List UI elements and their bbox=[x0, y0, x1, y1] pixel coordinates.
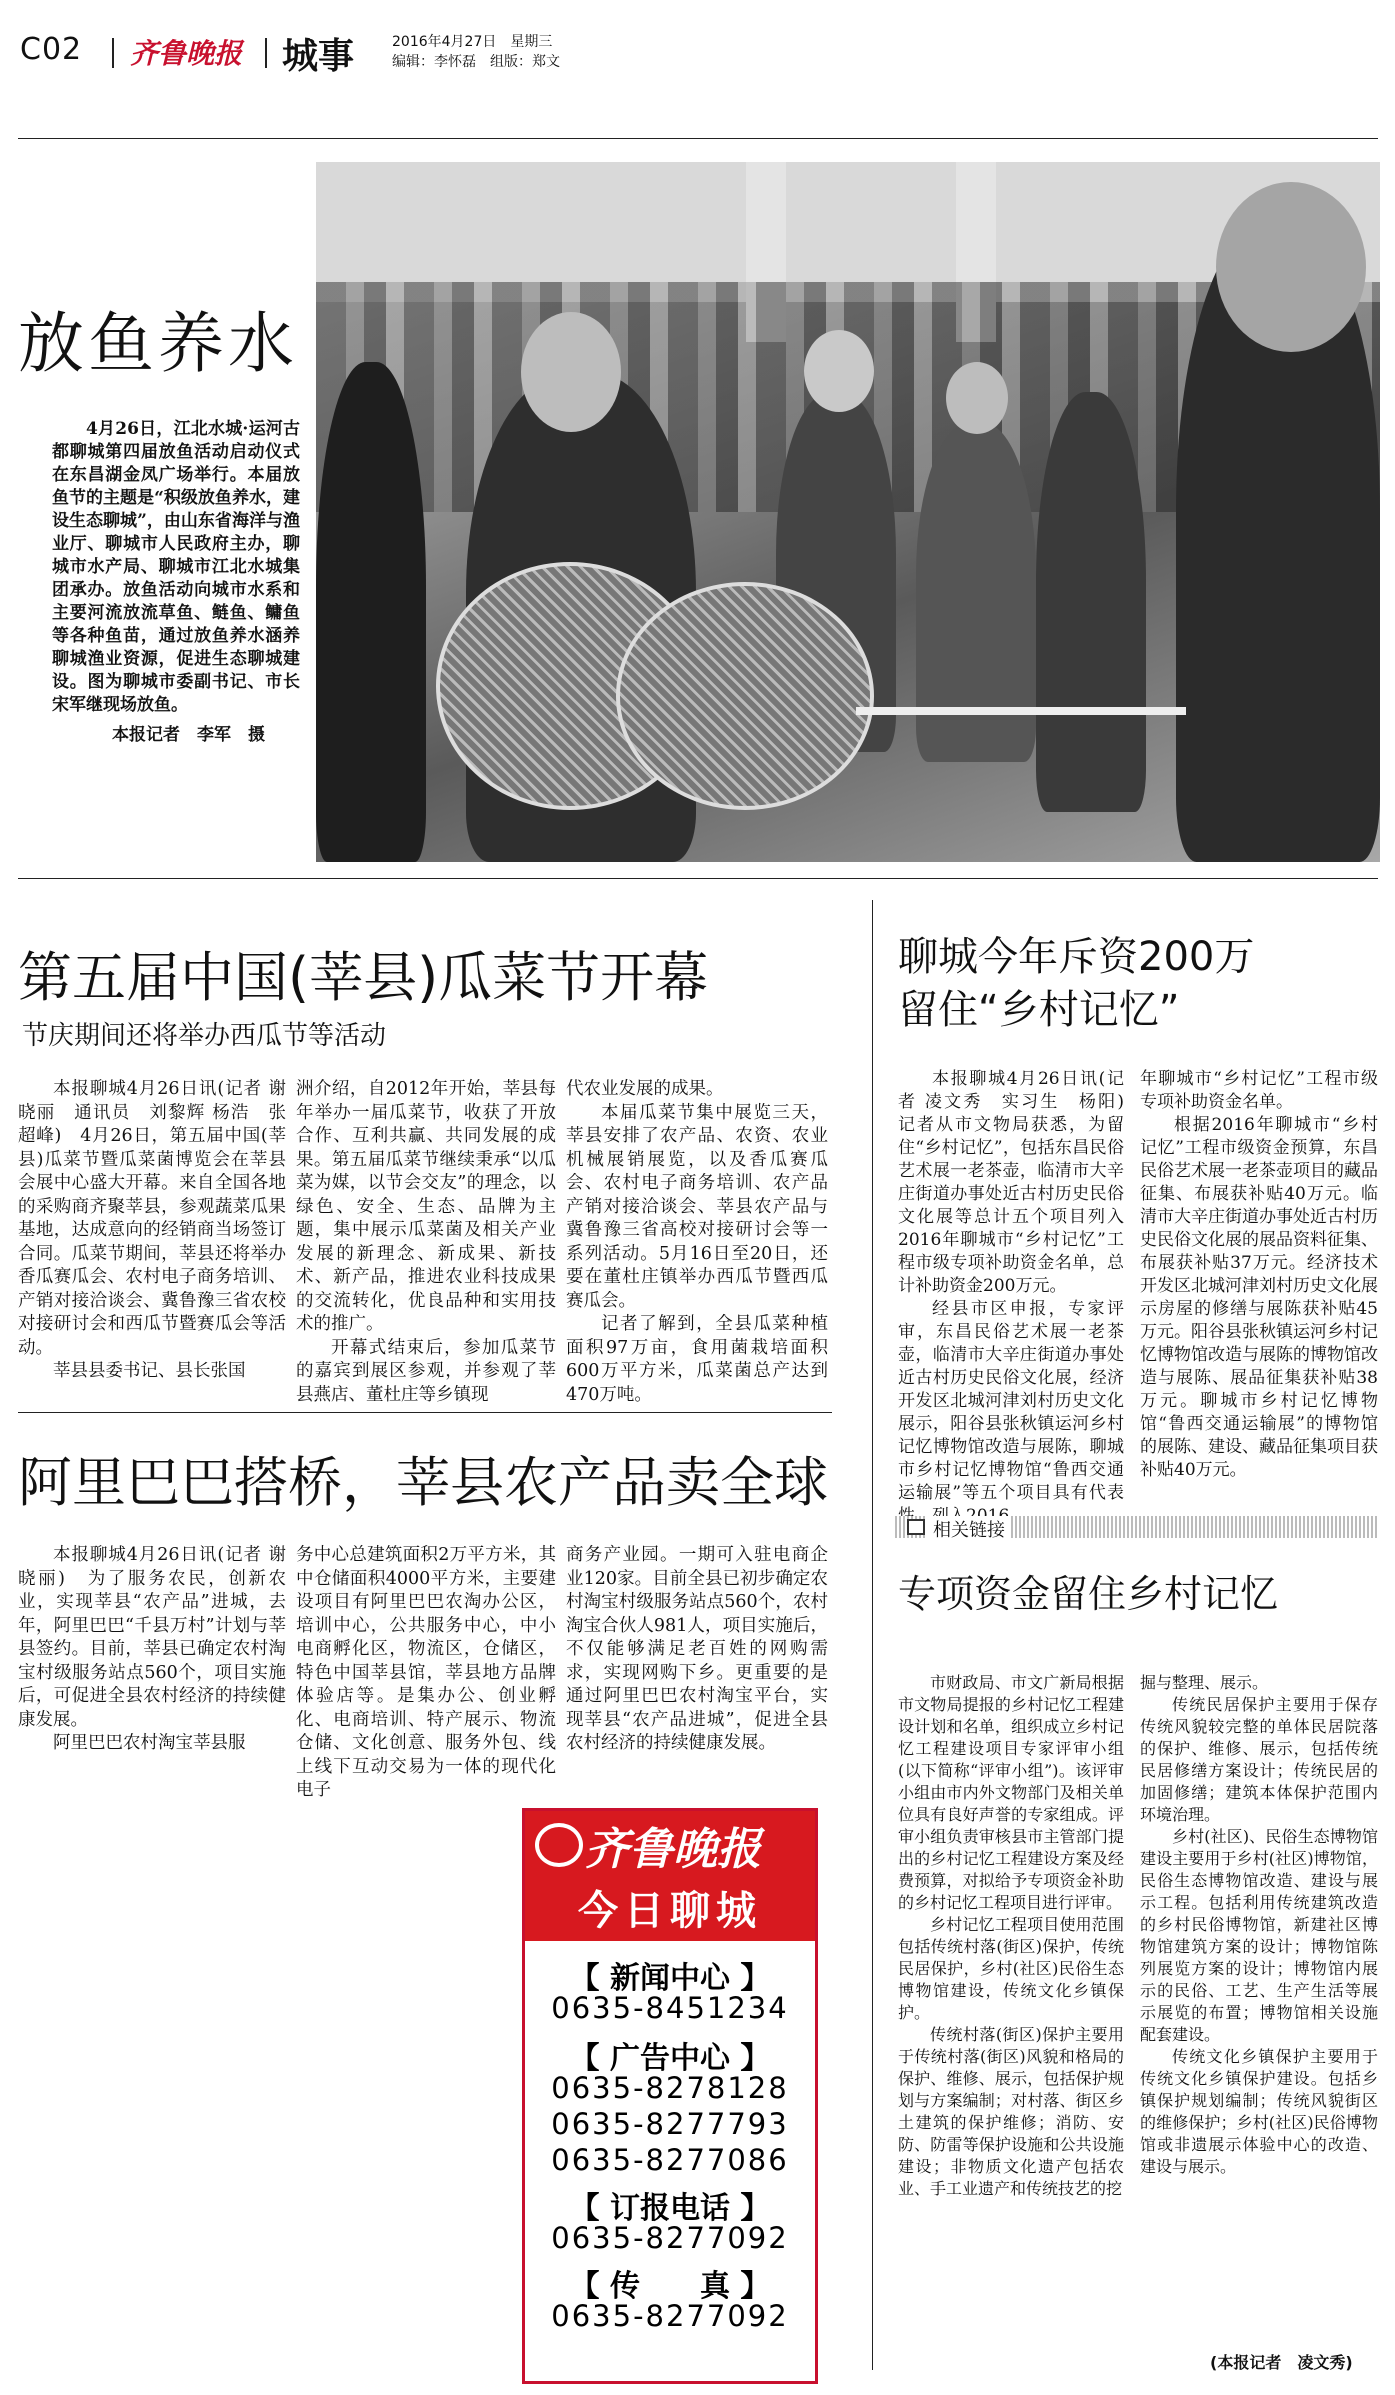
alibaba-text: 阿里巴巴农村淘宝莘县服 bbox=[53, 1733, 246, 1753]
melon-article-subtitle: 节庆期间还将举办西瓜节等活动 bbox=[22, 1021, 387, 1051]
ad-title: 今日聊城 bbox=[578, 1888, 762, 1934]
ad-advert-heading: 【 广告中心 】 bbox=[569, 2041, 771, 2076]
divider bbox=[112, 38, 114, 68]
ad-fax-number: 0635-8277092 bbox=[551, 2299, 789, 2333]
alibaba-text: 商务产业园。一期可入驻电商企业120家。目前全县已初步确定农村淘宝村级服务站点560个，农村淘宝合伙人981人，项目实施后，不仅能够满足老百姓的网购需求，实现网购下乡。更重要的是通过阿里巴巴农村淘宝平台，实现莘县“农产品进城”，促进全县农村经济的持续健康发展。 bbox=[566, 1545, 828, 1753]
alibaba-article-title: 阿里巴巴搭桥，莘县农产品卖全球 bbox=[18, 1451, 828, 1514]
memory-title-line-1: 聊城今年斥资200万 bbox=[898, 934, 1255, 980]
related-col-2 bbox=[1140, 1672, 1378, 2352]
issue-date: 2016年4月27日 星期三 bbox=[392, 34, 553, 50]
photo-head bbox=[946, 362, 1008, 434]
ad-advert-phone: 0635-8278128 bbox=[551, 2071, 789, 2105]
photo-head bbox=[804, 330, 874, 412]
related-col-1 bbox=[898, 1672, 1124, 2372]
memory-col-2 bbox=[1140, 1068, 1378, 1508]
ad-header bbox=[525, 1811, 815, 1941]
alibaba-text: 本报聊城4月26日讯(记者 谢晓丽) 为了服务农民，创新农业，实现莘县“农产品”进城，去年，阿里巴巴“千县万村”计划与莘县签约。目前，莘县已确定农村淘宝村级服务站点560个，项目实施后，可促进全县农村经济的持续健康发展。 bbox=[18, 1545, 286, 1730]
related-text: 传统文化乡镇保护主要用于传统文化乡镇保护建设。包括乡镇保护规划编制；传统风貌街区的维修保护；乡村(社区)民俗博物馆或非遗展示体验中心的改造、建设与展示。 bbox=[1140, 2047, 1378, 2176]
ad-box bbox=[522, 1808, 818, 2384]
melon-rule bbox=[18, 1412, 832, 1413]
ad-subscribe-phone: 0635-8277092 bbox=[551, 2221, 789, 2255]
related-link-bar bbox=[895, 1516, 1379, 1541]
ad-news-heading: 【 新闻中心 】 bbox=[569, 1961, 771, 1996]
related-text: 传统民居保护主要用于保存传统风貌较完整的单体民居院落的保护、维修、展示，包括传统民居修缮方案设计；传统民居的加固修缮；建筑本体保护范围内环境治理。 bbox=[1140, 1695, 1378, 1824]
ad-advert-phone: 0635-8277793 bbox=[551, 2107, 789, 2141]
photo-person bbox=[1036, 392, 1146, 812]
photo-person bbox=[316, 362, 426, 862]
ad-subscribe-heading: 【 订报电话 】 bbox=[569, 2191, 771, 2226]
column-divider bbox=[872, 900, 873, 2370]
memory-title-line-2: 留住“乡村记忆” bbox=[898, 987, 1180, 1033]
melon-col-1 bbox=[18, 1078, 286, 1408]
related-text: 掘与整理、展示。 bbox=[1140, 1673, 1269, 1692]
melon-col-3 bbox=[566, 1078, 828, 1408]
melon-text: 本届瓜菜节集中展览三天，莘县安排了农产品、农资、农业机械展销展览，以及香瓜赛瓜会、农村电子商务培训、农产品产销对接洽谈会、莘县农产品与冀鲁豫三省高校对接研讨会等一系列活动。5月16日至20日，还要在董杜庄镇举办西瓜节暨西瓜赛瓜会。 bbox=[566, 1102, 828, 1311]
photo-byline: 本报记者 李军 摄 bbox=[112, 725, 265, 745]
related-text: 传统村落(街区)保护主要用于传统村落(街区)风貌和格局的保护、维修、展示，包括保护规划与方案编制；对村落、街区乡土建筑的保护维修；消防、安防、防雷等保护设施和公共设施建设；非物质文化遗产包括农业、手工业遗产和传统技艺的挖 bbox=[898, 2025, 1124, 2198]
memory-text: 年聊城市“乡村记忆”工程市级专项补助资金名单。 bbox=[1140, 1069, 1378, 1112]
melon-text: 本报聊城4月26日讯(记者 谢晓丽 通讯员 刘黎辉 杨浩 张超峰) 4月26日，第五届中国(莘县)瓜菜节暨瓜菜菌博览会在莘县会展中心盛大开幕。来自全国各地的采购商齐聚莘县，参观蔬菜瓜果基地，达成意向的经销商当场签订合同。瓜菜节期间，莘县还将举办香瓜赛瓜会、农村电子商务培训、产销对接洽谈会、冀鲁豫三省农校对接研讨会和西瓜节暨赛瓜会等活动。 bbox=[18, 1079, 286, 1358]
section-title: 城事 bbox=[282, 36, 355, 77]
masthead bbox=[20, 28, 1380, 78]
ad-news-phone: 0635-8451234 bbox=[551, 1991, 789, 2025]
photo-story-caption bbox=[52, 418, 300, 718]
melon-col-2 bbox=[296, 1078, 556, 1408]
related-link-icon bbox=[907, 1519, 925, 1535]
ad-fax-heading: 【 传 真 】 bbox=[569, 2269, 771, 2304]
masthead-rule bbox=[18, 138, 1378, 139]
divider bbox=[265, 38, 267, 68]
caption-text: 4月26日，江北水城·运河古都聊城第四届放鱼活动启动仪式在东昌湖金凤广场举行。本届放鱼节的主题是“积级放鱼养水，建设生态聊城”，由山东省海洋与渔业厅、聊城市人民政府主办，聊城市水产局、聊城市江北水城集团承办。放鱼活动向城市水系和主要河流放流草鱼、鲢鱼、鳙鱼等各种鱼苗，通过放鱼养水涵养聊城渔业资源，促进生态聊城建设。图为聊城市委副书记、市长宋军继现场放鱼。 bbox=[52, 419, 300, 715]
ad-logo-mark bbox=[535, 1823, 583, 1867]
photo-rule bbox=[18, 878, 1378, 879]
melon-text: 洲介绍，自2012年开始，莘县每年举办一届瓜菜节，收获了开放合作、互利共赢、共同发展的成果。第五届瓜菜节继续秉承“以瓜菜为媒，以节会交友”的理念，以绿色、安全、生态、品牌为主题，集中展示瓜菜菌及相关产业发展的新理念、新成果、新技术、新产品，推进农业科技成果的交流转化，优良品种和实用技术的推广。 bbox=[296, 1079, 556, 1334]
fish-release-photo bbox=[316, 162, 1380, 862]
related-text: 市财政局、市文广新局根据市文物局提报的乡村记忆工程建设计划和名单，组织成立乡村记忆工程建设项目专家评审小组(以下简称“评审小组”)。该评审小组由市内外文物部门及相关单位具有良好声誉的专家组成。评审小组负责审核县市主管部门提出的乡村记忆工程建设方案及经费预算，对拟给予专项资金补助的乡村记忆工程项目进行评审。 bbox=[898, 1673, 1124, 1912]
related-text: 乡村记忆工程项目使用范围包括传统村落(街区)保护，传统民居保护，乡村(社区)民俗生态博物馆建设，传统文化乡镇保护。 bbox=[898, 1915, 1124, 2022]
photo-head bbox=[521, 312, 621, 432]
memory-text: 本报聊城4月26日讯(记者 凌文秀 实习生 杨阳) 记者从市文物局获悉，为留住“乡村记忆”，包括东昌民俗艺术展一老茶壶，临清市大辛庄街道办事处近古村历史民俗文化展等总计五个项目列入2016年聊城市“乡村记忆”工程市级专项补助资金名单，总计补助资金200万元。 bbox=[898, 1069, 1141, 1296]
photo-head bbox=[1216, 182, 1366, 352]
memory-text: 经县市区申报，专家评审，东昌民俗艺术展一老茶壶，临清市大辛庄街道办事处近古村历史民俗文化展，经济开发区北城河津刘村历史文化展示，阳谷县张秋镇运河乡村记忆博物馆改造与展陈，聊城市乡村记忆博物馆“鲁西交通运输展”等五个项目具有代表 bbox=[898, 1299, 1124, 1503]
memory-col-1 bbox=[898, 1068, 1141, 1508]
ad-advert-phone: 0635-8277086 bbox=[551, 2143, 789, 2177]
photo-story-title: 放鱼养水 bbox=[18, 305, 298, 382]
page-number: C02 bbox=[20, 32, 83, 67]
melon-text: 莘县县委书记、县长张国 bbox=[53, 1361, 246, 1381]
related-byline: (本报记者 凌文秀) bbox=[1210, 2353, 1353, 2372]
paper-name: 齐鲁晚报 bbox=[130, 37, 243, 70]
related-title: 专项资金留住乡村记忆 bbox=[898, 1572, 1279, 1616]
memory-text: 根据2016年聊城市“乡村记忆”工程市级资金预算，东昌民俗艺术展一老茶壶项目的藏品征集、布展获补贴40万元。临清市大辛庄街道办事处近古村历史民俗文化展的展品资料征集、布展获补贴37万元。经济技术开发区北城河津刘村历史文化展示房屋的修缮与展陈获补贴45万元。阳谷县张秋镇运河乡村记忆博物馆改造与展陈的博物馆改造与展陈、展品征集获补贴38万元。聊城市乡村记忆博物馆“鲁西交通运输展”的博物馆的展陈、建设、藏品征集项目获补贴40万元。 bbox=[1140, 1115, 1378, 1480]
alibaba-text: 务中心总建筑面积2万平方米，其中仓储面积4000平方米，主要建设项目有阿里巴巴农淘办公区，培训中心，公共服务中心，中小电商孵化区，物流区，仓储区，特色中国莘县馆，莘县地方品牌体验店等。是集办公、创业孵化、电商培训、特产展示、物流仓储、文化创意、服务外包、线上线下互动交易为一体的现代化电子 bbox=[296, 1545, 556, 1800]
editors: 编辑：李怀磊 组版：郑文 bbox=[392, 54, 560, 70]
alibaba-col-1 bbox=[18, 1544, 286, 1784]
melon-text: 开幕式结束后，参加瓜菜节的嘉宾到展区参观，并参观了莘县燕店、董杜庄等乡镇现 bbox=[296, 1337, 556, 1405]
related-link-label: 相关链接 bbox=[927, 1516, 1011, 1542]
photo-pole bbox=[856, 707, 1186, 715]
melon-text: 记者了解到，全县瓜菜种植面积97万亩，食用菌栽培面积600万平方米，瓜菜菌总产达到470万吨。 bbox=[566, 1314, 828, 1405]
melon-article-title: 第五届中国(莘县)瓜菜节开幕 bbox=[18, 946, 709, 1009]
related-text: 乡村(社区)、民俗生态博物馆建设主要用于乡村(社区)博物馆，民俗生态博物馆改造、建设与展示工程。包括利用传统建筑改造的乡村民俗博物馆，新建社区博物馆建筑方案的设计；博物馆陈列展览方案的设计；博物馆内展示的民俗、工艺、生产生活等展示展览的布置；博物馆相关设施配套建设。 bbox=[1140, 1827, 1378, 2044]
melon-text: 代农业发展的成果。 bbox=[566, 1079, 724, 1099]
photo-net bbox=[616, 582, 874, 810]
alibaba-col-3 bbox=[566, 1544, 828, 1784]
alibaba-col-2 bbox=[296, 1544, 556, 1800]
ad-logo: 齐鲁晚报 bbox=[585, 1824, 761, 1875]
